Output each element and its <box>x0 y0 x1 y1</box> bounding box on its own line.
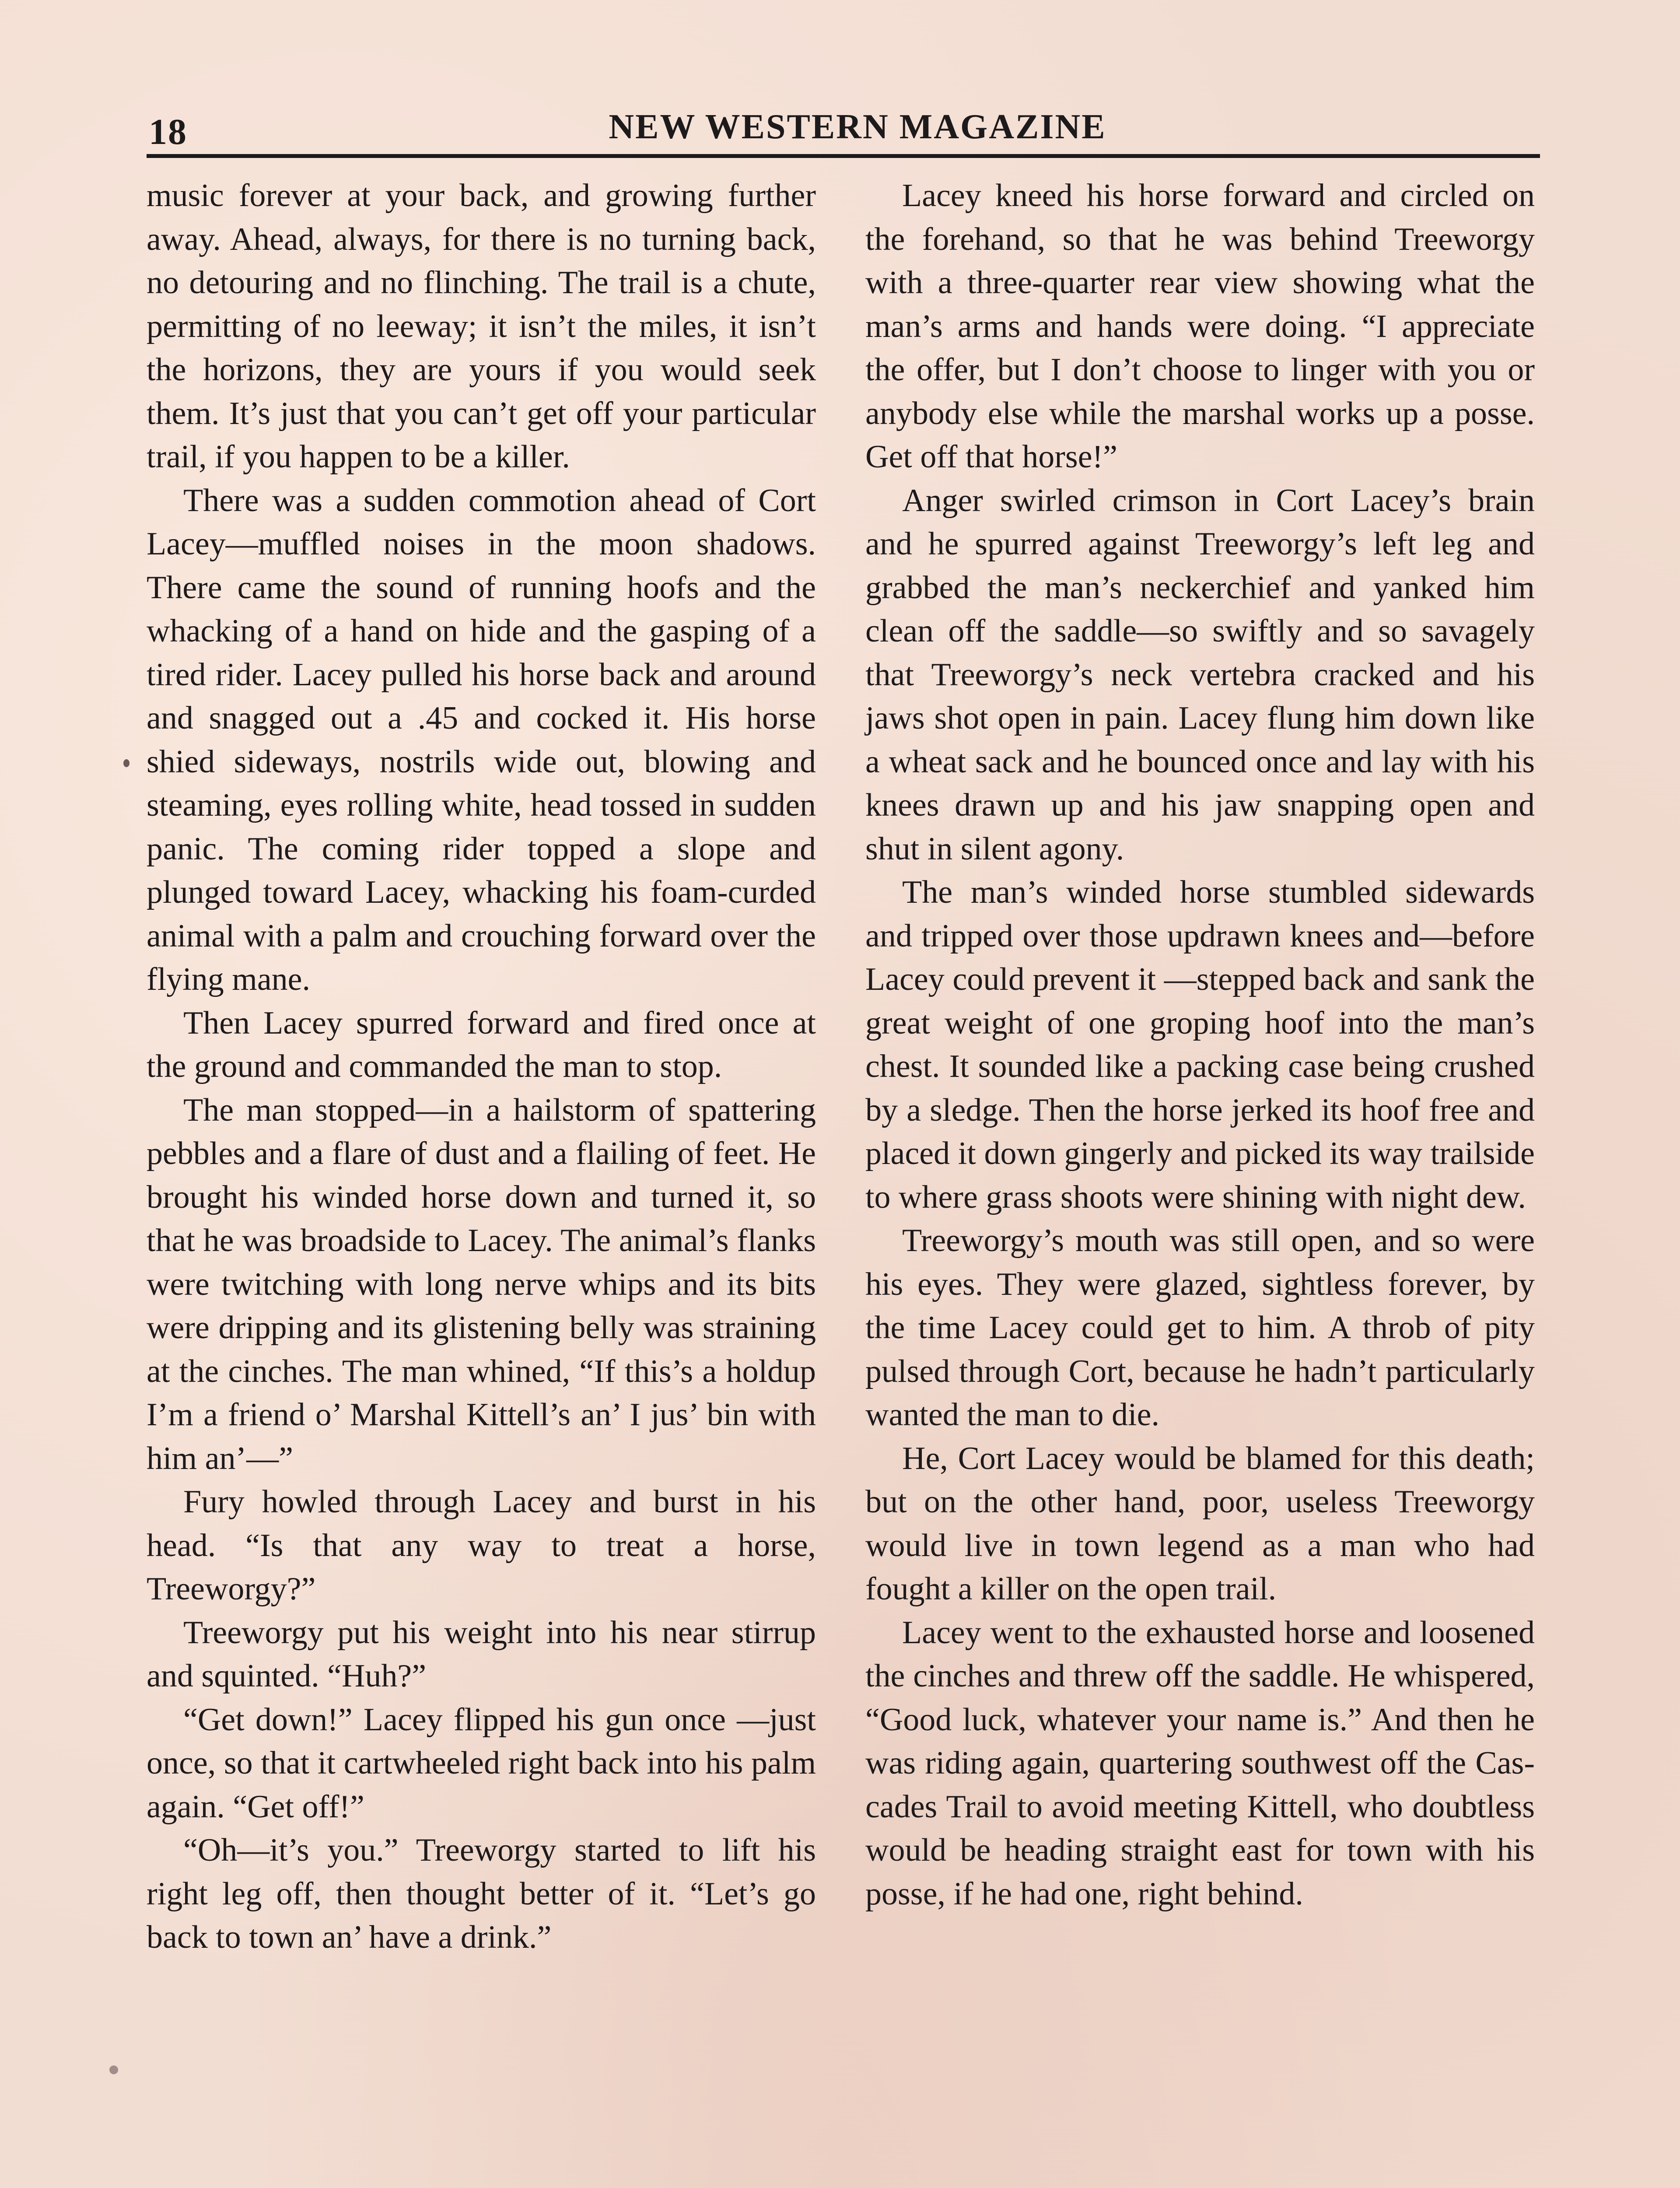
paragraph: The man stopped—in a hailstorm of spattering pebbles and a flare of dust and a flailing of feet. He brought his winded horse down and turned it, so that he was broadside to Lacey. The animal’s flanks were twitching with long nerve whips and its bits were dripping and its glistening belly was straining at the cinches. The man whined, “If this’s a holdup I’m a friend o’ Marshal Kittell’s an’ I jus’ bin with him an’—” <box>147 1092 816 1476</box>
paragraph: “Oh—it’s you.” Treeworgy started to lift his right leg off, then thought better of it. “Let’s go back to town an’ have a drink.” <box>147 1832 816 1955</box>
paragraph: “Get down!” Lacey flipped his gun once —just once, so that it cartwheeled right back into his palm again. “Get off!” <box>147 1701 816 1825</box>
paragraph: Treeworgy’s mouth was still open, and so were his eyes. They were glazed, sightless forever, by the time Lacey could get to him. A throb of pity pulsed through Cort, because he hadn’t particularly wanted the man to die. <box>865 1223 1535 1433</box>
paragraph: Lacey went to the exhausted horse and loosened the cinches and threw off the saddle. He whispered, “Good luck, whatever your name is.” And then he was riding again, quartering southwest off the Cascades Trail to avoid meeting Kittell, who doubtless would be heading straight east for town with his posse, if he had one, right behind. <box>865 1614 1535 1912</box>
paragraph: Lacey kneed his horse forward and circled on the forehand, so that he was behind Treeworgy with a three-quarter rear view showing what the man’s arms and hands were doing. “I appreciate the offer, but I don’t choose to linger with you or anybody else while the marshal works up a posse. Get off that horse!” <box>865 178 1535 475</box>
paragraph: Then Lacey spurred forward and fired once at the ground and commanded the man to stop. <box>147 1005 816 1084</box>
page-header <box>149 103 1540 155</box>
paragraph: Treeworgy put his weight into his near stirrup and squinted. “Huh?” <box>147 1614 816 1694</box>
paragraph: The man’s winded horse stumbled sidewards and tripped over those updrawn knees and—before Lacey could prevent it —stepped back and sank the great weight of one groping hoof into the man’s chest. It sounded like a packing case being crushed by a sledge. Then the horse jerked its hoof free and placed it down gingerly and picked its way trailside to where grass shoots were shining with night dew. <box>865 874 1535 1215</box>
paragraph: Anger swirled crimson in Cort Lacey’s brain and he spurred against Treeworgy’s left leg and grabbed the man’s neckerchief and yanked him clean off the saddle—so swiftly and so savagely that Treeworgy’s neck vertebra cracked and his jaws shot open in pain. Lacey flung him down like a wheat sack and he bounced once and lay with his knees drawn up and his jaw snapping open and shut in silent agony. <box>865 482 1535 867</box>
paragraph: There was a sudden commotion ahead of Cort Lacey—muffled noises in the moon shadows. There came the sound of running hoofs and the whacking of a hand on hide and the gasping of a tired rider. Lacey pulled his horse back and around and snagged out a .45 and cocked it. His horse shied sideways, nostrils wide out, blowing and steaming, eyes rolling white, head tossed in sudden panic. The coming rider topped a slope and plunged toward Lacey, whacking his foam-curded animal with a palm and crouching forward over the flying mane. <box>147 482 816 997</box>
header-rule <box>147 154 1540 158</box>
paragraph: music forever at your back, and growing further away. Ahead, always, for there is no turning back, no detouring and no flinching. The trail is a chute, permitting of no leeway; it isn’t the miles, it isn’t the horizons, they are yours if you would seek them. It’s just that you can’t get off your particular trail, if you happen to be a killer. <box>147 178 816 475</box>
paragraph: Fury howled through Lacey and burst in his head. “Is that any way to treat a horse, Treeworgy?” <box>147 1484 816 1607</box>
ink-speck <box>123 759 130 767</box>
ink-speck <box>109 2065 118 2074</box>
left-column <box>147 174 816 1960</box>
right-column <box>865 174 1535 1916</box>
page-number: 18 <box>149 112 187 152</box>
running-head: NEW WESTERN MAGAZINE <box>609 108 1106 146</box>
paragraph: He, Cort Lacey would be blamed for this death; but on the other hand, poor, useless Treeworgy would live in town legend as a man who had fought a killer on the open trail. <box>865 1440 1535 1607</box>
